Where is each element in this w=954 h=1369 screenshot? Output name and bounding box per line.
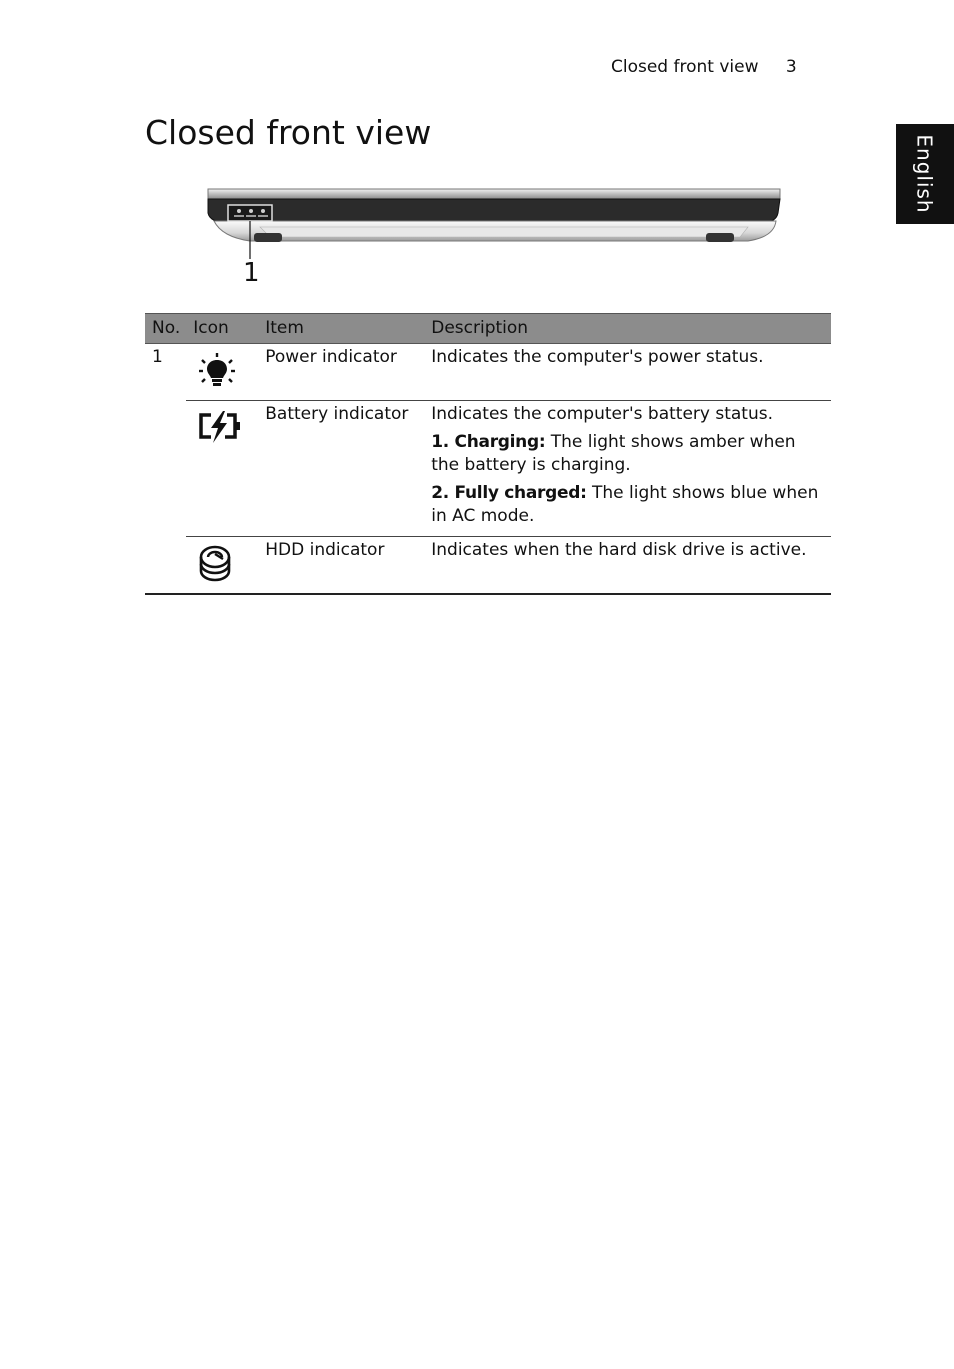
header-description: Description: [424, 314, 831, 344]
running-header: [611, 57, 797, 77]
table-row: [145, 537, 831, 595]
language-tab: [896, 124, 954, 224]
fully-charged-detail-text: The light shows blue when in AC mode.: [431, 483, 819, 526]
page-number: 3: [785, 57, 797, 77]
fully-charged-detail: [431, 482, 825, 528]
item-description: [424, 401, 831, 537]
table-row: [145, 401, 831, 537]
fully-charged-detail-lead: 2. Fully charged:: [431, 483, 587, 503]
table-row: [145, 344, 831, 401]
callout-number: 1: [243, 258, 260, 288]
item-name: Battery indicator: [258, 401, 424, 537]
header-icon: Icon: [186, 314, 258, 344]
icon-cell: [186, 344, 258, 401]
table-header-row: [145, 314, 831, 344]
power-indicator-icon: [197, 352, 237, 392]
icon-cell: [186, 537, 258, 595]
icon-cell: [186, 401, 258, 537]
description-text: Indicates when the hard disk drive is active.: [431, 540, 807, 560]
page-title: Closed front view: [145, 113, 432, 152]
charging-detail: [431, 431, 825, 477]
item-description: [424, 344, 831, 401]
header-no: No.: [145, 314, 186, 344]
description-text: Indicates the computer's power status.: [431, 347, 764, 367]
laptop-front-view-figure: [200, 183, 790, 293]
charging-detail-lead: 1. Charging:: [431, 432, 546, 452]
indicator-table: [145, 313, 831, 595]
battery-indicator-icon: [197, 409, 243, 445]
item-description: [424, 537, 831, 595]
item-name: HDD indicator: [258, 537, 424, 595]
charging-detail-text: The light shows amber when the battery is charging.: [431, 432, 796, 475]
laptop-front-illustration: [200, 183, 790, 293]
running-header-section: Closed front view: [611, 57, 759, 77]
row-number: 1: [145, 344, 186, 595]
description-text: Indicates the computer's battery status.: [431, 404, 774, 424]
language-tab-label: English: [913, 134, 937, 214]
header-item: Item: [258, 314, 424, 344]
hdd-indicator-icon: [197, 545, 233, 585]
item-name: Power indicator: [258, 344, 424, 401]
